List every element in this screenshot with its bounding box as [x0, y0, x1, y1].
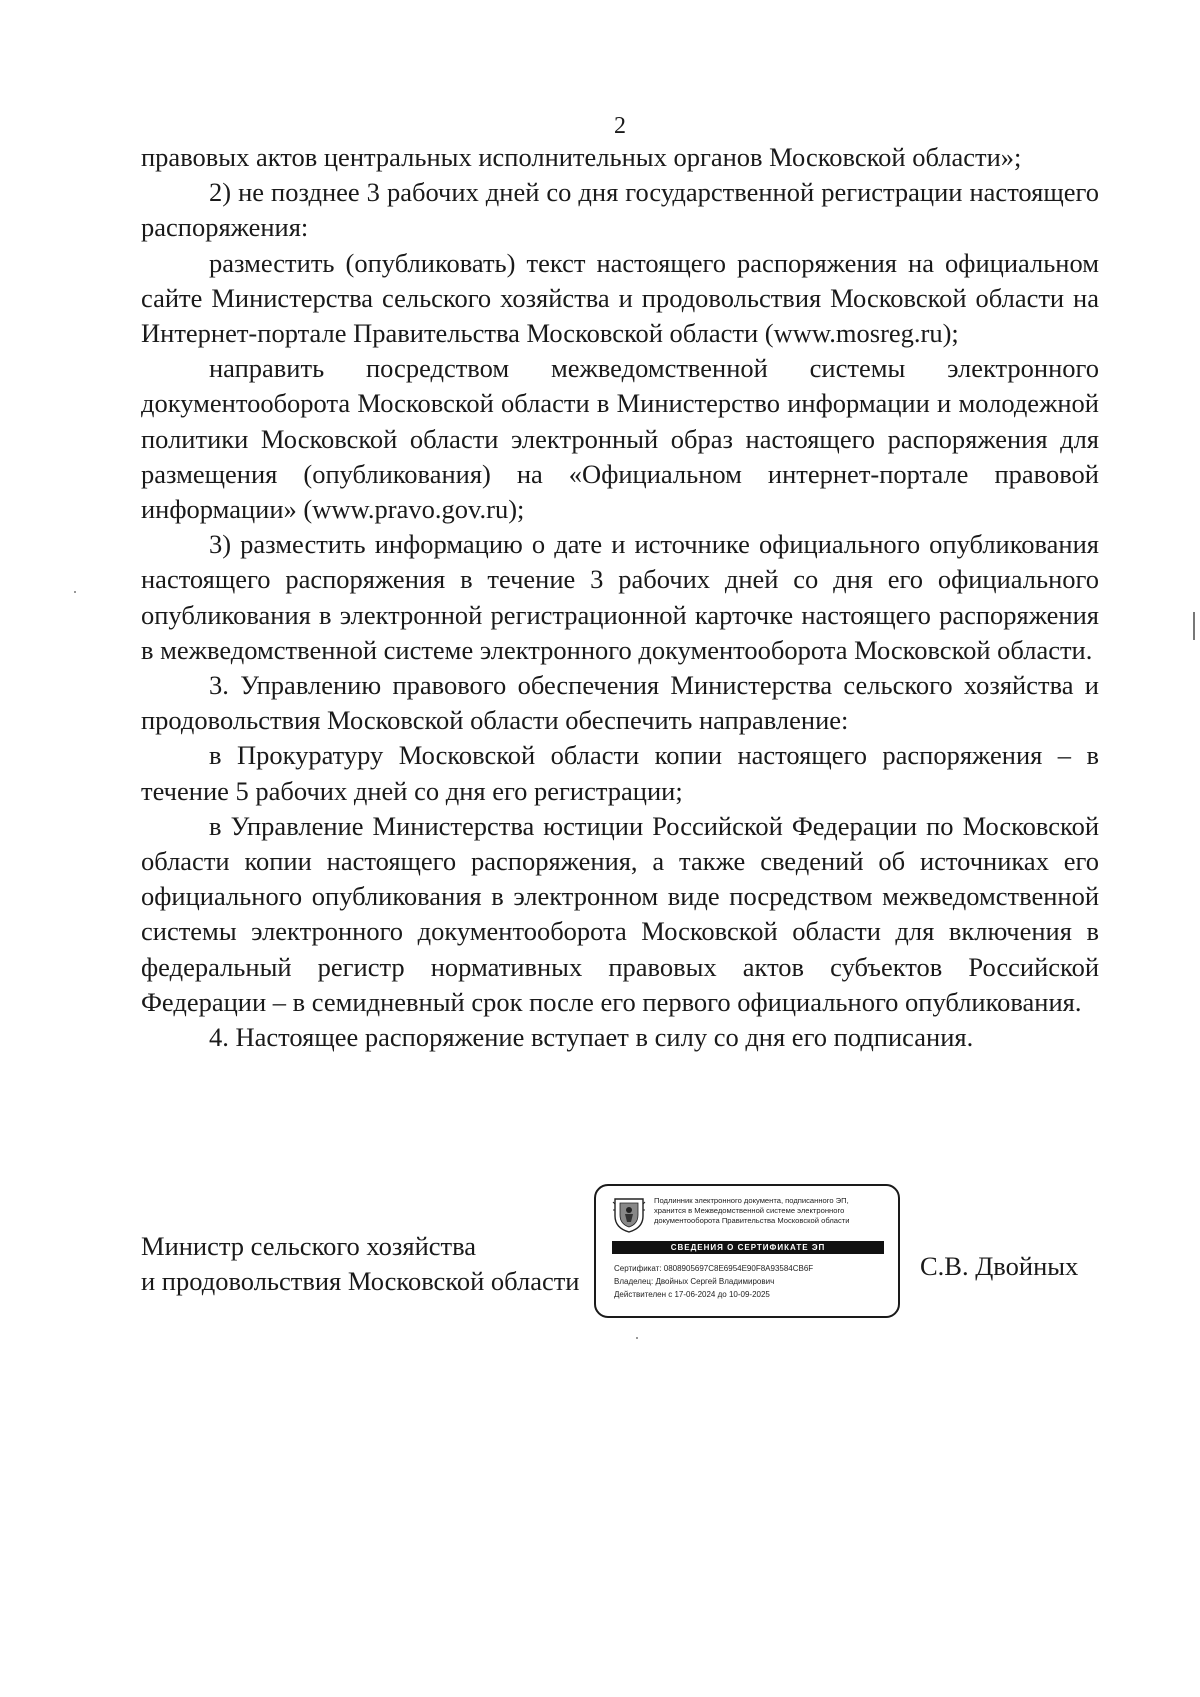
paragraph-send-pravo-portal: направить посредством межведомственной системы электронного документооборота Московской области в Министерство информации и молодежной политики Московской области электронный образ настоящего распоряжения для размещения (опубликования) на «Официальном интернет-портале правовой информации» (www.pravo.gov.ru);: [141, 353, 1099, 525]
stamp-certificate-number: Сертификат: 0808905697C8E6954E90F8A93584CB6F: [614, 1264, 814, 1273]
paragraph-prosecutor: в Прокуратуру Московской области копии настоящего распоряжения – в течение 5 рабочих дней со дня его регистрации;: [141, 740, 1099, 806]
page-number: 2: [614, 113, 626, 139]
stamp-certificate-owner: Владелец: Двойных Сергей Владимирович: [614, 1277, 775, 1286]
electronic-signature-stamp: [594, 1184, 900, 1318]
stamp-notice: [654, 1196, 892, 1225]
paragraph-ministry-of-justice: в Управление Министерства юстиции Российской Федерации по Московской области копии настоящего распоряжения, а также сведений об источниках его официального опубликования в электронном виде посредством межведомственной системы электронного документооборота Московской области для включения в федеральный регистр нормативных правовых актов субъектов Российской Федерации – в семидневный срок после его первого официального опубликования.: [141, 810, 1099, 1017]
stamp-notice-line-3: документооборота Правительства Московской области: [654, 1215, 850, 1225]
document-body: [141, 140, 1099, 1055]
scan-margin-mark: [1193, 612, 1195, 640]
signatory-position-line-1: Министр сельского хозяйства: [141, 1231, 477, 1261]
signatory-position: [141, 1229, 580, 1299]
signatory-position-line-2: и продовольствия Московской области: [141, 1266, 580, 1296]
signer-name: С.В. Двойных: [920, 1251, 1079, 1281]
paragraph-section-3: 3. Управлению правового обеспечения Министерства сельского хозяйства и продовольствия Московской области обеспечить направление:: [141, 670, 1099, 736]
stamp-notice-line-2: хранится в Межведомственной системе электронного: [654, 1205, 845, 1215]
paragraph-section-4: 4. Настоящее распоряжение вступает в силу со дня его подписания.: [209, 1022, 974, 1053]
paragraph-publish-website: разместить (опубликовать) текст настоящего распоряжения на официальном сайте Министерства сельского хозяйства и продовольствия Московской области на Интернет-портале Правительства Московской области (www.mosreg.ru);: [141, 247, 1099, 349]
scan-dot-mark: [636, 1337, 638, 1339]
stamp-certificate-validity: Действителен с 17-06-2024 до 10-09-2025: [614, 1290, 770, 1299]
stamp-certificate-header: СВЕДЕНИЯ О СЕРТИФИКАТЕ ЭП: [612, 1241, 884, 1254]
paragraph-item-2: 2) не позднее 3 рабочих дней со дня государственной регистрации настоящего распоряжения:: [141, 177, 1099, 243]
stamp-notice-line-1: Подлинник электронного документа, подписанного ЭП,: [654, 1196, 849, 1205]
scan-dot-mark: [74, 591, 76, 593]
paragraph-continuation: правовых актов центральных исполнительных органов Московской области»;: [141, 142, 1022, 172]
coat-of-arms-icon: [612, 1196, 646, 1234]
paragraph-item-3: 3) разместить информацию о дате и источнике официального опубликования настоящего распоряжения в течение 3 рабочих дней со дня его официального опубликования в электронной регистрационной карточке настоящего распоряжения в межведомственной системе электронного документооборота Московской области.: [141, 529, 1099, 665]
stamp-certificate-info: [614, 1262, 886, 1301]
